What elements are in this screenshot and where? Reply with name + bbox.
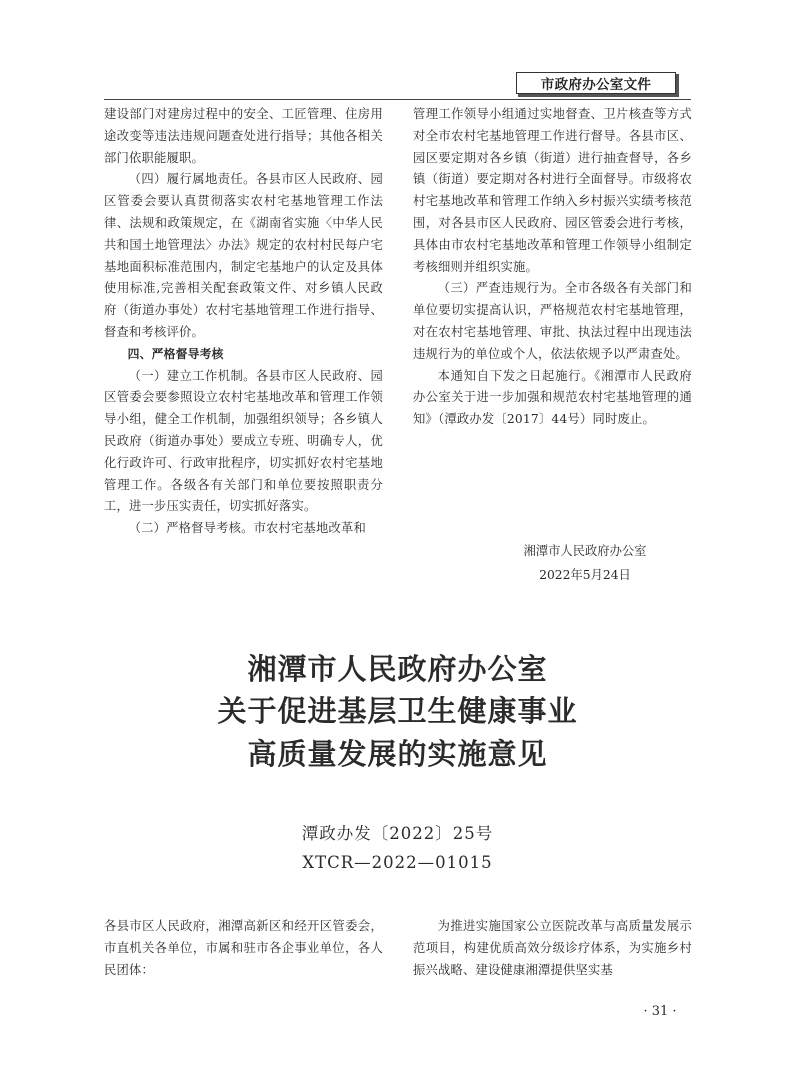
right-column xyxy=(413,104,692,431)
page-number: · 31 · xyxy=(643,1004,677,1019)
paragraph: 建设部门对建房过程中的安全、工匠管理、住房用途改变等违法违规问题查处进行指导；其他各相关部门依职能履职。 xyxy=(104,107,383,165)
document-title-line-1: 湘潭市人民政府办公室 xyxy=(247,652,548,686)
signature-date: 2022年5月24日 xyxy=(539,568,631,582)
section-heading: 四、严格督导考核 xyxy=(127,346,224,361)
section-tag: 市政府办公室文件 xyxy=(516,72,676,94)
paragraph: 本通知自下发之日起施行。《湘潭市人民政府办公室关于进一步加强和规范农村宅基地管理的通知》（潭政办发〔2017〕44号）同时废止。 xyxy=(413,368,692,427)
paragraph: （二）严格督导考核。市农村宅基地改革和 xyxy=(128,521,367,536)
addressee-text: 各县市区人民政府，湘潭高新区和经开区管委会，市直机关各单位，市属和驻市各企事业单位，各人民团体： xyxy=(104,919,383,977)
document-number: 潭政办发〔2022〕25号 xyxy=(301,824,494,843)
opening-text: 为推进实施国家公立医院改革与高质量发展示范项目，构建优质高效分级诊疗体系，为实施乡村振兴战略、建设健康湘潭提供坚实基 xyxy=(413,919,692,977)
paragraph: （四）履行属地责任。各县市区人民政府、园区管委会要认真贯彻落实农村宅基地管理工作法律、法规和政策规定，在《湖南省实施〈中华人民共和国土地管理法〉办法》规定的农村村民每户宅基地面积标准范围内，制定宅基地户的认定及具体使用标准,完善相关配套政策文件、对乡镇人民政府（街道办事处）农村宅基地管理工作进行指导、督查和考核评价。 xyxy=(104,172,383,339)
opening-paragraph xyxy=(413,915,692,981)
document-title-line-2: 关于促进基层卫生健康事业 xyxy=(217,694,578,728)
paragraph: （一）建立工作机制。各县市区人民政府、园区管委会要参照设立农村宅基地改革和管理工作领导小组，健全工作机制，加强组织领导；各乡镇人民政府（街道办事处）要成立专班、明确专人，优化行政许可、行政审批程序，切实抓好农村宅基地管理工作。各级各有关部门和单位要按照职责分工，进一步压实责任，切实抓好落实。 xyxy=(104,368,383,514)
left-column xyxy=(104,104,383,540)
document-code: XTCR—2022—01015 xyxy=(302,853,493,872)
document-title-line-3: 高质量发展的实施意见 xyxy=(247,737,548,771)
header-rule xyxy=(104,99,691,100)
paragraph: （三）严查违规行为。全市各级各有关部门和单位要切实提高认识，严格规范农村宅基地管理，对在农村宅基地管理、审批、执法过程中出现违法违规行为的单位或个人，依法依规予以严肃查处。 xyxy=(413,281,692,361)
signature-org: 湘潭市人民政府办公室 xyxy=(523,544,647,558)
paragraph: 管理工作领导小组通过实地督查、卫片核查等方式对全市农村宅基地管理工作进行督导。各县市区、园区要定期对各乡镇（街道）进行抽查督导，各乡镇（街道）要定期对各村进行全面督导。市级将农村宅基地改革和管理工作纳入乡村振兴实绩考核范围，对各县市区人民政府、园区管委会进行考核，具体由市农村宅基地改革和管理工作领导小组制定考核细则并组织实施。 xyxy=(413,107,692,274)
addressee-paragraph xyxy=(104,915,383,981)
